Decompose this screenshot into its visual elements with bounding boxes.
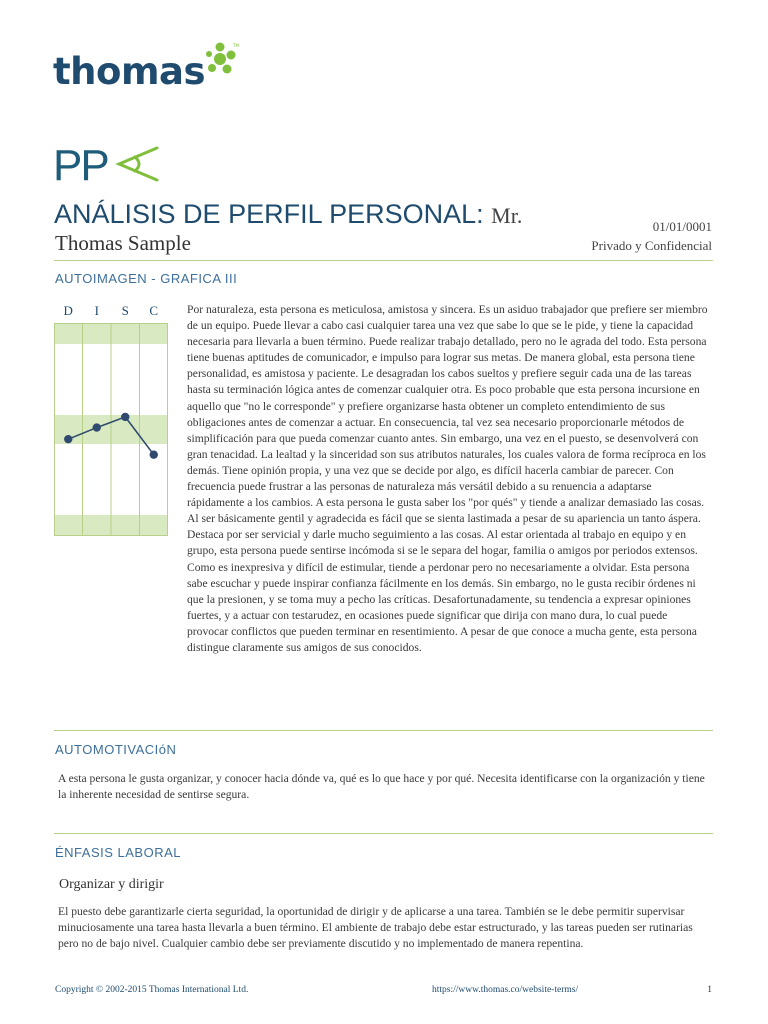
chart-category-label: D	[63, 303, 73, 318]
self-image-text: Por naturaleza, esta persona es meticulosa, amistosa y sincera. Es un asiduo trabajador que prefiere ser miembro de un equipo. Puede llevar a cabo casi cualquier tarea una vez que sabe lo que se le pide, y tiene la capacidad necesaria para llevarla a buen término. Puede realizar trabajo detallado, pero no le agrada del todo. Esta persona tiene buenas aptitudes de comunicador, e impulso para lograr sus metas. De manera global, esta persona tiene personalidad, es amistosa y paciente. Le desagradan los cabos sueltos y prefiere seguir cada una de las tareas hasta su terminación lógica antes de comenzar cualquier otra. Es poco probable que esta persona incursione en aquello que "no le corresponde" y prefiere organizarse hasta obtener un completo entendimiento de sus obligaciones antes de comenzar a actuar. En consecuencia, tal vez sea necesario proporcionarle métodos de simplificación para que pueda comenzar cuanto antes. Sin embargo, una vez en el puesto, se desenvolverá con gran tenacidad. La lealtad y la sinceridad son sus atributos naturales, los cuales valora de forma recíproca en los demás. Tiene opinión propia, y una vez que se decide por algo, es difícil hacerla cambiar de parecer. Con frecuencia puede frustrar a las personas de naturaleza más versátil debido a su renuencia a adaptarse rápidamente a los cambios. A esta persona le gusta saber los "por qués" y tiende a analizar demasiado las cosas. Al ser básicamente gentil y agradecida es fácil que se sienta lastimada a pesar de su apariencia un tanto áspera. Destaca por ser servicial y darle mucho seguimiento a las cosas. Al estar orientada al trabajo en equipo y en grupo, esta persona puede sentirse incómoda si se le separa del hogar, familia o amigos por periodos extensos. Como es inexpresiva y difícil de estimular, tiende a perdonar pero no necesariamente a olvidar. Esta persona sabe escuchar y puede inspirar confianza fácilmente en los demás. Sin embargo, no le gusta recibir órdenes ni que la presionen, y se toma muy a pecho las críticas. Desafortunadamente, su tendencia a expresar opiniones fuertes, y a actuar con testarudez, en ocasiones puede significar que dirija con mano dura, lo cual puede provocar conflictos que pueden terminar en resentimiento. A pesar de que conoce a mucha gente, esta persona distingue claramente sus amigos de sus conocidos.	[187, 303, 708, 654]
chart-category-label: S	[121, 303, 129, 318]
thomas-logo-mark-icon	[202, 41, 238, 77]
salutation: Mr.	[491, 203, 523, 228]
chart-category-label: C	[149, 303, 159, 318]
section-heading-motivation: AUTOMOTIVACIóN	[55, 742, 177, 757]
chart-data-point	[93, 423, 101, 431]
chart-category-label: I	[94, 303, 99, 318]
svg-text:TM: TM	[233, 43, 239, 48]
report-date: 01/01/0001	[652, 219, 712, 234]
footer-terms-link[interactable]: https://www.thomas.co/website-terms/	[432, 985, 579, 995]
footer-copyright: Copyright © 2002-2015 Thomas International Ltd.	[55, 985, 249, 995]
svg-text:PP: PP	[53, 141, 108, 190]
work-emphasis-text: El puesto debe garantizarle cierta seguridad, la oportunidad de dirigir y de aplicarse a una tarea. También se le debe permitir supervisar minuciosamente una tarea hasta llevarla a buen término. El ambiente de trabajo debe estar estructurado, y las tareas pueden ser rutinarias pero no de bajo nivel. Cualquier cambio debe ser previamente discutido y no implementado de manera repentina.	[58, 905, 693, 951]
section-heading-self-image: AUTOIMAGEN - GRAFICA III	[55, 271, 238, 286]
ppa-logo	[53, 141, 163, 190]
disc-chart	[54, 297, 170, 537]
chart-data-point	[64, 435, 72, 443]
divider	[54, 833, 713, 834]
page-title	[54, 199, 522, 230]
divider	[54, 260, 713, 261]
confidentiality-note: Privado y Confidencial	[591, 238, 712, 253]
page-number: 1	[707, 985, 712, 995]
work-emphasis-subheading: Organizar y dirigir	[59, 877, 164, 892]
chart-data-point	[150, 450, 158, 458]
thomas-logo: thomas	[53, 50, 205, 93]
svg-text:PPA: PPA	[113, 154, 115, 155]
chart-data-point	[121, 413, 129, 421]
divider	[54, 730, 713, 731]
motivation-text: A esta persona le gusta organizar, y conocer hacia dónde va, qué es lo que hace y por qué. Necesita identificarse con la organización y tiene la inherente necesidad de sentirse segura.	[58, 772, 705, 802]
candidate-name: Thomas Sample	[55, 231, 191, 255]
section-heading-work-emphasis: ÉNFASIS LABORAL	[55, 845, 181, 860]
title-text: ANÁLISIS DE PERFIL PERSONAL:	[54, 199, 484, 229]
